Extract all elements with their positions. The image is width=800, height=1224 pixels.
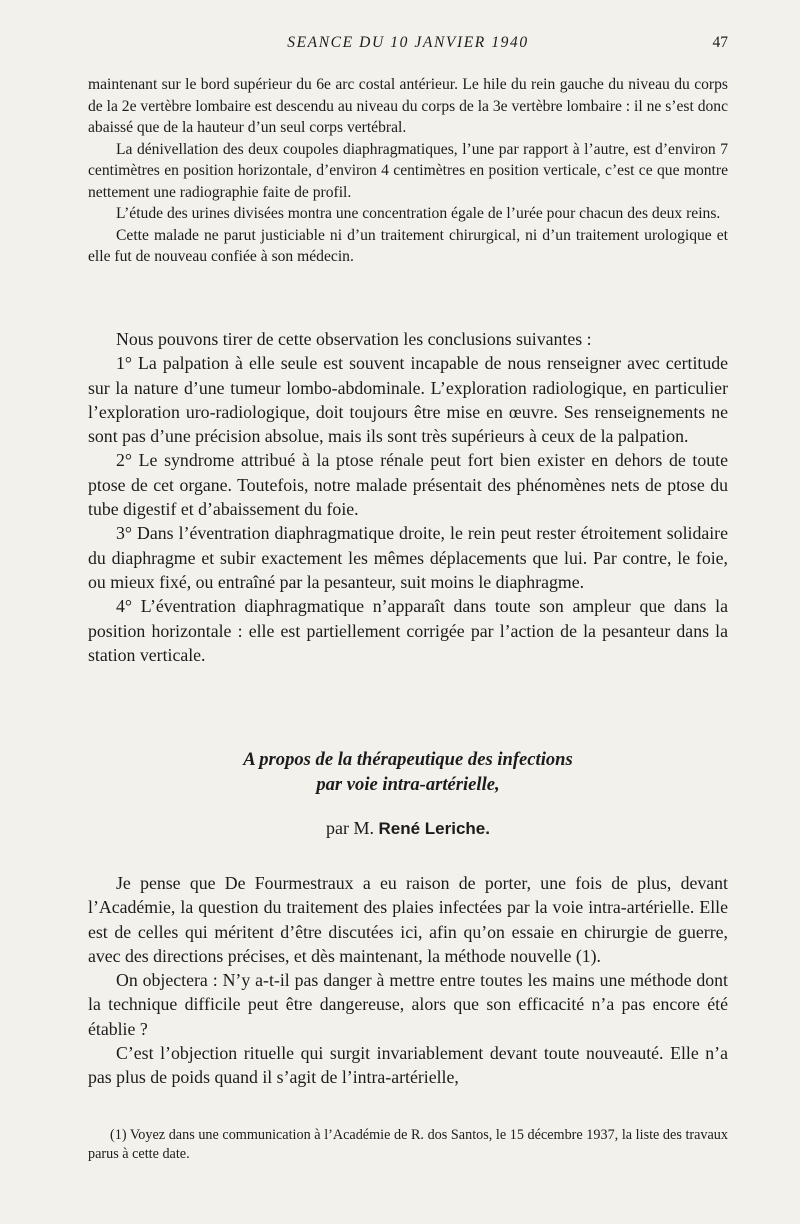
- conclusion-3: 3° Dans l’éventration diaphragmatique droite, le rein peut rester étroitement solidaire du diaphragme et subir exactement les mêmes déplacements que lui. Par contre, le foie, ou mieux fixé, ou entraîné par la pesanteur, suit moins le diaphragme.: [88, 523, 728, 592]
- byline: [88, 818, 728, 839]
- case-paragraph-4: Cette malade ne parut justiciable ni d’un traitement chirurgical, ni d’un traitement urologique et elle fut de nouveau confiée à son médecin.: [88, 226, 728, 265]
- case-paragraph-3: L’étude des urines divisées montra une concentration égale de l’urée pour chacun des deux reins.: [116, 205, 721, 222]
- case-report-text: [88, 74, 728, 268]
- article-title-line-1: A propos de la thérapeutique des infections: [243, 749, 573, 770]
- running-title: SEANCE DU 10 JANVIER 1940: [287, 34, 529, 51]
- conclusions-text: [88, 327, 728, 667]
- footnote: [88, 1126, 728, 1163]
- byline-prefix: par M.: [326, 818, 374, 838]
- article-paragraph-2: On objectera : N’y a-t-il pas danger à mettre entre toutes les mains une méthode dont la technique difficile peut être dangereuse, alors que son efficacité n’a pas encore été établie ?: [88, 970, 728, 1039]
- article-paragraph-3: C’est l’objection rituelle qui surgit invariablement devant toute nouveauté. Elle n’a pas plus de poids quand il s’agit de l’intra-artérielle,: [88, 1043, 728, 1088]
- conclusion-2: 2° Le syndrome attribué à la ptose rénale peut fort bien exister en dehors de toute ptose de cet organe. Toutefois, notre malade présentait des phénomènes nets de ptose du tube digestif et d’abaissement du foie.: [88, 450, 728, 520]
- page-number: 47: [712, 34, 728, 51]
- author-name: René Leriche.: [378, 819, 490, 838]
- article-paragraph-1: Je pense que De Fourmestraux a eu raison de porter, une fois de plus, devant l’Académie, la question du traitement des plaies infectées par la voie intra-artérielle. Elle est de celles qui méritent d’être discutées ici, afin qu’on essaie en chirurgie de guerre, avec des directions précises, et dès maintenant, la méthode nouvelle (1).: [88, 873, 728, 966]
- article-body: [88, 871, 728, 1090]
- running-header: [88, 34, 728, 56]
- case-paragraph-1: maintenant sur le bord supérieur du 6e arc costal antérieur. Le hile du rein gauche du niveau du corps de la 2e vertèbre lombaire est descendu au niveau du corps de la 3e vertèbre lombaire : il ne s’est donc abaissé que de la hauteur d’un seul corps vertébral.: [88, 76, 728, 136]
- article-title: [88, 747, 728, 797]
- conclusion-4: 4° L’éventration diaphragmatique n’apparaît dans toute son ampleur que dans la position horizontale : elle est partiellement corrigée par l’action de la pesanteur dans la station verticale.: [88, 596, 728, 665]
- conclusions-intro: Nous pouvons tirer de cette observation les conclusions suivantes :: [116, 329, 592, 349]
- case-paragraph-2: La dénivellation des deux coupoles diaphragmatiques, l’une par rapport à l’autre, est d’environ 7 centimètres en position horizontale, d’environ 4 centimètres en position verticale, c’est ce que montre nettement une radiographie faite de profil.: [88, 140, 728, 201]
- article-title-line-2: par voie intra-artérielle,: [316, 774, 500, 795]
- conclusion-1: 1° La palpation à elle seule est souvent incapable de nous renseigner avec certitude sur la nature d’une tumeur lombo-abdominale. L’exploration radiologique, en particulier l’exploration uro-radiologique, doit toujours être mise en œuvre. Ses renseignements ne sont pas d’une précision absolue, mais ils sont très supérieurs à ceux de la palpation.: [88, 353, 728, 447]
- footnote-text: (1) Voyez dans une communication à l’Académie de R. dos Santos, le 15 décembre 1937, la liste des travaux parus à cette date.: [88, 1127, 728, 1162]
